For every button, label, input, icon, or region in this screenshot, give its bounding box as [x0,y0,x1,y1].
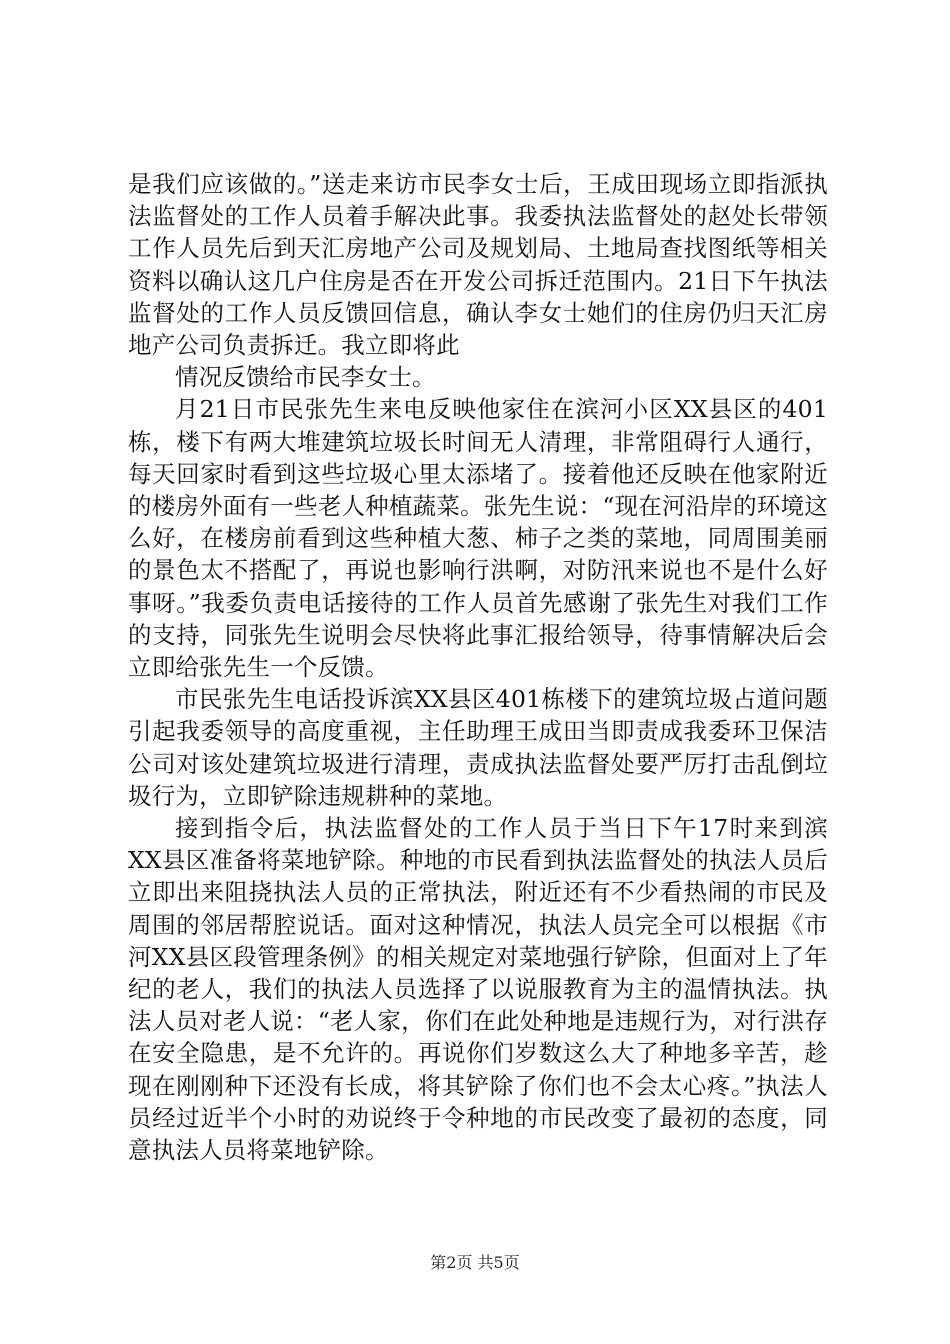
document-body [128,168,828,1166]
paragraph-continuation: 是我们应该做的。”送走来访市民李女士后，王成田现场立即指派执法监督处的工作人员着手解决此事。我委执法监督处的赵处长带领工作人员先后到天汇房地产公司及规划局、土地局查找图纸等相关资料以确认这几户住房是否在开发公司拆迁范围内。21日下午执法监督处的工作人员反馈回信息，确认李女士她们的住房仍归天汇房地产公司负责拆迁。我立即将此 [128,170,828,360]
page-number-footer: 第2页 共5页 [430,1253,520,1272]
paragraph-feedback: 情况反馈给市民李女士。 [175,363,436,392]
paragraph-enforcement: 接到指令后，执法监督处的工作人员于当日下午17时来到滨XX县区准备将菜地铲除。种地的市民看到执法监督处的执法人员后立即出来阻挠执法人员的正常执法，附近还有不少看热闹的市民及周围的邻居帮腔说话。面对这种情况，执法人员完全可以根据《市河XX县区段管理条例》的相关规定对菜地强行铲除，但面对上了年纪的老人，我们的执法人员选择了以说服教育为主的温情执法。执法人员对老人说：“老人家，你们在此处种地是违规行为，对行洪存在安全隐患，是不允许的。再说你们岁数这么大了种地多辛苦，趁现在刚刚种下还没有长成，将其铲除了你们也不会太心疼。”执法人员经过近半个小时的劝说终于令种地的市民改变了最初的态度，同意执法人员将菜地铲除。 [128,814,828,1165]
paragraph-complaint: 月21日市民张先生来电反映他家住在滨河小区XX县区的401栋，楼下有两大堆建筑垃圾长时间无人清理，非常阻碍行人通行，每天回家时看到这些垃圾心里太添堵了。接着他还反映在他家附近的楼房外面有一些老人种植蔬菜。张先生说：“现在河沿岸的环境这么好，在楼房前看到这些种植大葱、柿子之类的菜地，同周围美丽的景色太不搭配了，再说也影响行洪啊，对防汛来说也不是什么好事呀。”我委负责电话接待的工作人员首先感谢了张先生对我们工作的支持，同张先生说明会尽快将此事汇报给领导，待事情解决后会立即给张先生一个反馈。 [128,395,828,682]
paragraph-leadership-response: 市民张先生电话投诉滨XX县区401栋楼下的建筑垃圾占道问题引起我委领导的高度重视，主任助理王成田当即责成我委环卫保洁公司对该处建筑垃圾进行清理，责成执法监督处要严厉打击乱倒垃圾行为，立即铲除违规耕种的菜地。 [128,685,828,810]
